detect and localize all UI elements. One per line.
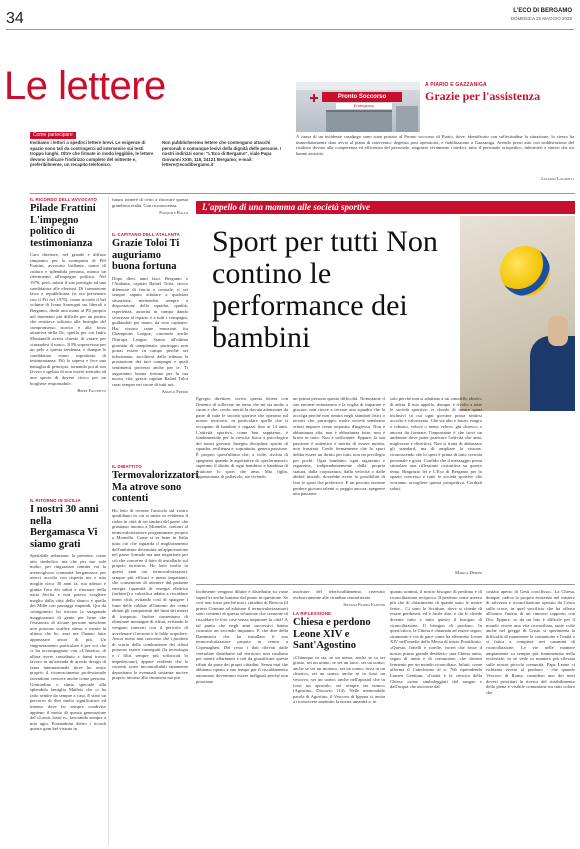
appeal-title: Sport per tutti Non contino le performance dei bambini xyxy=(212,225,438,354)
header-rule xyxy=(6,29,574,30)
photo-sign-2: Emergency xyxy=(336,103,392,109)
appeal-col-2: un prima persona questa difficoltà. Nonostante il suo enorme entusiasmo e la voglia di imparare e giocare, non riesce a trovare una squadra che la accolga perché non rientra negli standard fisici o tecnici che, purtroppo, molte società sembrano ormai imporre come requisito d'ingresso. Non è abbastanza alta, non è abbastanza forte, non è brava in tutto. Non è sufficiente. Eppure, la sua passione è autentica e merita di essere nutrita, non frustrata. Credo fermamente che lo sport debba essere un diritto per tutti, non un privilegio per pochi. Ogni bambino, ogni ragazzino e ragazzina, indipendentemente dalla propria statura, dalla corporatura, dalla velocità o dalle abilità iniziali, dovrebbe avere la possibilità di fare lo sport che preferisce. E un peccato enorme perdere giovani talenti o, peggio ancora, spegnere una passione xyxy=(293,396,385,497)
thanks-kicker: A PIARIO E GAZZANIGA xyxy=(425,82,487,88)
volleyball-photo xyxy=(460,216,575,411)
frattini-kicker: IL RICORDO DELL'AVVOCATO xyxy=(30,197,98,202)
riflessione-kicker: LA RIFLESSIONE xyxy=(293,611,332,617)
toloi-signature: Angelo Freddi xyxy=(161,389,188,395)
hospital-photo xyxy=(296,82,420,132)
dibattito-continued: facilmente vengono diluite e distribuite su vaste superfici anche lontano dal punto in questione. Se così non fosse perché mai i cittadini di Brescia (il primo Comune ad adottare il termovalorizzatore) sono contenti di questa soluzione che consente di riscaldare le loro case senza inquinare la città? A tal punto che negli anni successivi hanno costruito un secondo impianto. E che dire della Danimarca che ha installato il suo termovalorizzatore proprio in centro a Copenaghen. Del resto i dati rilevati dalle centraline distribuite sul territorio non risultano per niente allarmanti e tali da giustificare queste rifiuti da parte dei propri cittadini. Senza mai che abbiamo optato a suo tempo per il riscaldamento autonomo dovremmo essere indignati perché non possiamo xyxy=(196,589,288,684)
page-number: 34 xyxy=(6,10,24,27)
sicilia-end-body: futuro torneré di certo a ritrovare questa grandiosa realtà. Con riconoscenza. xyxy=(112,197,188,208)
appeal-signature: Marica Deboni xyxy=(454,570,482,575)
sicilia-signature: Pasquale Rallo xyxy=(159,210,188,216)
photo-sign: Pronto Soccorso xyxy=(322,92,402,102)
appeal-col-1: Egregio direttore, scrivo questa lettera con l'intento di sollevare un tema che mi sta molto a cuore e che, credo, meriti la dovuta attenzione da parte di tutte le società sportive che operano sul nostro territorio, in particolare quelle che si occupano di bambini e ragazzi fino ai 14 anni. L'attività sportiva, come ben sappiamo, è fondamentale per la crescita fisica e psicologica dei nostri giovani. Insegna disciplina, spirito di squadra, resilienza e, soprattutto, genera passione. È proprio quest'ultima che, a volte, rischia di spegnersi quando le aspettative di «performance» superano il diritto di ogni bambino e bambina di praticare lo sport che ama. Mia figlia, appassionata di pallavolo, sta vivendo xyxy=(196,396,288,480)
header-date: DOMENICA 25 MAGGIO 2025 xyxy=(510,16,572,21)
riflessione-body-3: costato aperto di Gesù crocifisso». La Chiesa, dunque, radica la propria esistenza nel mistero di salvezza e riconciliazione operato da Cristo sulla croce, in quel sacrificio che ha offerto all'uomo l'inizio di un rinnovo rapporto con Dio. Eppure, se da un lato è difficile per il mondo vivere una vita riconciliata, tante volte anche nel gregge di Cristo si sperimenta la difficoltà di mantenere la comunione e l'unità e si fatica a compiere seri cammini di riconciliazione. Le vie nelle maniere ampiamente su sempre più frammentata nella ecclesiale, in sé vede in maniera più rilevata sulla nostra piccola comunità. Papa Leone ci richiama vivere al perdono - che quando Vescovo di Roma, considero uno dei miei doveri prioritari la ricerca del ristabilimento della piena e visibile comunione tra tutti coloro che xyxy=(486,589,575,695)
riflessione-body-2: quanto uomini, il nostro bisogno di perdono e di riconciliazione reciproca. Il perdono come mezzo più che di chiarimento di quante sono le nostre ferite... Ci sono le Scritture, dove si chiede di essere perdonati, ed è facile dire, e chi lo chiede diventa tutto e tutto questo il bisogno di riconciliazione, Il bisogno di perdono. In quest'ottica, la Chiesa è chiamata ad essere segno, strumento e via di pace come ha affermato Leone XIV nell'omelia della Messa di inizio Pontificato. «Questo, fratelli e sorelle, vorrei che fosse il nostro primo grande desiderio: una Chiesa unita, segno di unità e di comunione, che diventi fermento per un mondo riconciliato. Infatti, come afferma il Catechismo al n. 766 riprendendo Lumen Gentium, «l'unità è la crescita della Chiesa «sono simboleggiati dal sangue e dall'acqua che uscirono dal xyxy=(390,589,482,690)
frattini-signature: Beppe Facchetti xyxy=(77,388,106,394)
frattini-body: Caro direttore, nel grande e diffuso rimpianto per la scomparsa di Pili Frattini, avvocato brillante, uomo di cultura e splendida persona, manca un riferimento all'impegno politico. Nel 1976, però, infatti il suo prestigio ad una candidatura alle elezioni. Di formazione laica e repubblicana (si era presentato con il Pri nel 1970), come ricorda il bel volume di Ivano Sonzogni sui liberali a Bergamo, diede una mano al Pli proprio nel momento più difficile per un partito che resisteva solitario alle lusinghe del compromesso storico e alla forza attrattiva della Dc, quella per cui Indro Montanelli aveva chiesto di votare per «turandosi il naso». Il Pli sopravvisse per un pelo a questa tendenza, e dunque le candidature erano soprattutto di testimonianza. Pili lo sapeva e fece una battaglia di principio, tornando poi al suo lavoro e sgelato di non essere sottratto ad una specie di dovere civico per un borghese responsabile. xyxy=(30,252,106,386)
thanks-signature: Luciano Locatelli xyxy=(541,176,574,181)
how-to-label: Come partecipare xyxy=(30,132,76,139)
dibattito-signature: Silvano Filippo Fantoni xyxy=(343,602,385,608)
entrance-door xyxy=(326,110,392,132)
sicilia-title: I nostri 30 anni nella Bergamasca Vi siamo grati xyxy=(30,504,99,550)
how-to-text-2: Non pubblicheremo lettere che contengano attacchi personali o comunque lesivi della dignità delle persone. I nostri indirizzi sono: "L'Eco di Bergamo", viale Papa Giovanni XXIII, 118, 24121 Bergamo; e-mail: lettere@ecodibergamo.it xyxy=(162,140,282,168)
frattini-title: Pilade Frattini L'impegno politico di testimonianza xyxy=(30,203,96,249)
riflessione-body: «Chiunque tu sia, se un uomo, anche se tu sei giusto, sei un uomo; se sei un laico, sei un uomo; anche se sei un monaco, sei un uomo; fossi tu un chierico, sei un uomo; anche se tu fossi un vescovo, sei un uomo; anche nell'apostol che tu fossi un apostolo, sei sempre un uomo» (Agostino, Discorso 114). Nelle memorabile parole di Agostino, il Vescovo di Ippona ci invita a riconoscere anzitutto la nostra umanità e, in xyxy=(293,654,385,705)
dibattito-title: Termovalorizzatori Ma atrove sono contenti xyxy=(112,470,199,504)
dibattito-body: Ho letto di recente l'articolo sul vostro quotidiano in cui si mette in evidenza il rialzo in città di sei sindaci del paese che giustiano intorno a Montello, contrari al termovalorizzatore programmato proprio a Montello. Come si sa bene in Italia tutto ciò che riguarda il miglioramento dell'ambiente determina un'approvazione nel paese formale ma una negazione per ciò che concerne il fatto di installarlo sul proprio territorio. Ho letto molto in questi anni sui termovalorizzatori, sempre più efficaci e meno impattanti, che consentono di ottenere dal pattume energia (quantità di energia elettrica (turbine)) e calorifica adatta a riscaldare interi città, evitando così di spargere i fumi delle caldaie all'interno dei centri abitati gli componenti del fumi dei mezzi di trasporto. Inoltre consentono di eliminare montagne di rifiuti, evitando le vengano interrati con il pericolo di avvelenare il terreno e le falde acquifere. Ancor meno non concesso che i prodotti di scarto della combustione dei rifiuti possono essere conseguiti (la tecnologia e i filtri sempre più sofisticati lo impediscono), appare evidente che le correnti acree incontrollabili tanamente depositano le eventuali sostanze nocive proprio intorno alla ciminiera ma più xyxy=(112,507,188,681)
how-to-text-1: Invitiamo i lettori a spedirci lettere brevi. Le esigenze di spazio sono tali da costringerci ad intervenire sui testi troppo lunghi. Oltre che firmate in modo leggibile, le lettere devono indicare l'indirizzo completo del mittente e, preferibilmente, un recapito telefonico. xyxy=(30,140,154,168)
masthead: L'ECO DI BERGAMO xyxy=(513,8,572,14)
sicilia-kicker: IL RITORNO IN SICILIA xyxy=(30,498,81,503)
toloi-kicker: IL CAPITANO DELL'ATALANTA xyxy=(112,232,180,237)
column-divider xyxy=(108,197,109,845)
appeal-banner-text: L'appello di una mamma alle società sportive xyxy=(202,202,370,212)
appeal-col-3: solo perché non si adattano a un «modello ideale» di atleta. Il mio appello, dunque, è rivolto a tutte le società sportive: vi chiedo di creare spazi inclusivi in cui ogni giovane possa sentirsi accolto e valorizzato. Che sia alto o basso, magro o robusto, veloce o meno veloce, già «bravo» o ancora da formare, l'importante è che trovi un ambiente dove poter praticare l'attività che ama, migliorare e divertirsi. Non si tratta di abbassare gli standard, ma di ampliare la visione, riconoscendo che lo sport è prima di tutto crescita personale e gioia. Confido che il messaggio possa stimolare una riflessione costruttiva su questo tema. Ringrazio lei e L'Eco di Bergamo per lo spazio concesso e tutte le società sportive che vorranno accogliere questa prospettiva. Cordiali saluti. xyxy=(390,396,482,491)
toloi-title: Grazie Toloi Ti auguriamo buona fortuna xyxy=(112,238,180,272)
dibattito-continued-2: usufruire del teleriscaldamento, riservato esclusivamente alle cittadine centralizzate. xyxy=(293,589,385,600)
section-title: Le lettere xyxy=(4,64,166,108)
toloi-body: Dopo dieci anni lasci Bergamo e l'Atalanta, capitan Rafael Toloi, stoico difensore di fascia e centrale, ti sei sempre saputo adattare a qualsiasi situazione, mettendoti sempre a disposizione della squadra, qualità, esperienza, autorità in campo dando sicurezza al reparto e a tutti i compagni, guidandoli per mano, da vero capitano. Hai vissuto tante emozioni fra Champions League, vincendo anche l'Europa League. Siamo all'ultima giornata di campionato, purtroppo non potrai essere in campo perché sei infortunato, ascolterai dalla tribuna la prestazione dei tuoi compagni e quali sentimenti proverai anche per te. Ti auguriamo buona fortuna per la tua nuova vita, grazie capitan Rafael Toloi sarai sempre nei cuore di tutti noi. xyxy=(112,275,188,387)
thanks-body: A causa di un incidente casalingo sono stato portato al Pronto soccorso di Piario, dove, identificato con sollecitudine la situazione, lo stesso ha immediatamente dato avvio al piano di intervento, degenza post operatoria, e riabilitazione a Gazzaniga. Avendo preso atto con soddisfazione del risultato dovuto alla competenza ed efficienza del personale, ringrazio vivamente i medici, tutto il personale ortopedico, infermieri e sintesi che mi hanno assistito. xyxy=(296,134,574,156)
thanks-title: Grazie per l'assistenza xyxy=(425,89,541,103)
dibattito-kicker: IL DIBATTITO xyxy=(112,464,142,469)
cross-icon xyxy=(310,94,318,102)
riflessione-title: Chiesa e perdono Leone XIV e Sant'Agostino xyxy=(293,617,371,652)
bottom-rule xyxy=(196,584,575,585)
volleyball-icon xyxy=(500,246,550,296)
sicilia-body: Spettabile redazione, la presente, come atto simbolico ma che per me vale molto, per ringraziare tramite voi la meravigliosa comunità bergamasca per averci accolto con rispetto me e mia moglie circa 30 anni fa, ma adesso è giunta l'ora dei saluti e ritornare nella natia Sicilia e non potevo scegliere meglio dalla città dello sbarco e quella dei Mille con passaggi stupendi. Qui da «emigrante» ho trovato la stragrande maggioranza di gente per bene che l'esistenza di alcune persone meschine non possono scalfire stima, e mente la ultima che ho, anzi me l'hanno fatto apprezzare ancor di più. Un ringraziamento particolare è per voi che ci ha accompagnato con «L'Inserto» di allora avere contributo a farmi trovar lavoro in un'azienda di arredo design di fama internazionale dove ho avuto proprio il riconoscimento professionale facendomi crescere anche come persona. Gratitudine e stima speciale alla splendida famiglia Maffeis che ci ha fatto sentire da sempre a casa. E stato un percorso di dire molto significativo ed intenso dove ho sempre condiviso appieno il motto di questa generazione del «Lassù, lassù e», lavorando sempre a mio agio. Portandomi dietro i ricordi questo gran bel vissuto in xyxy=(30,553,106,732)
section-rule xyxy=(30,193,575,194)
